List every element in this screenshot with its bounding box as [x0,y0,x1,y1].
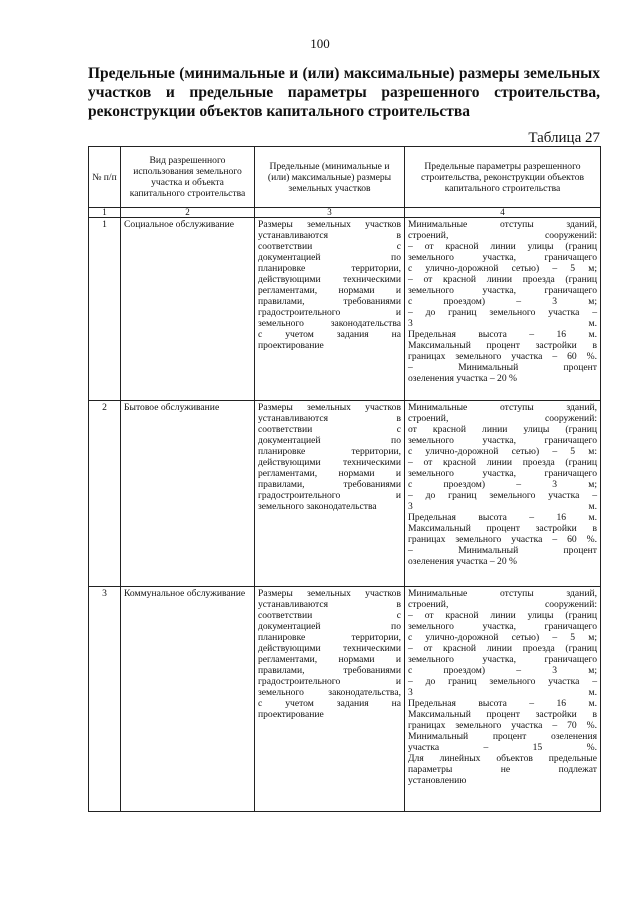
build-param-line: озеленения участка – 20 % [408,373,518,384]
build-param-line: с проездом) – 3 м; [408,296,597,307]
build-param-line: участка – 15 %. [408,742,597,753]
build-param-line: Предельная высота – 16 м. [408,512,597,523]
land-size-line: регламентами, нормами и [258,654,401,665]
use-type-cell: Коммунальное обслуживание [121,587,255,812]
build-param-line: – Минимальный процент [408,362,597,373]
build-param-line: Минимальные отступы зданий, [408,402,597,413]
land-size-line: правилами, требованиями [258,479,401,490]
build-param-line: – до границ земельного участка – [408,676,597,687]
build-param-line: земельного участка, граничащего [408,654,597,665]
land-size-line: соответствии с [258,424,401,435]
column-number: 2 [121,208,255,218]
build-param-line: – от красной линии проезда (границ [408,274,597,285]
build-param-line: озеленения участка – 20 % [408,556,518,567]
land-size-line: Размеры земельных участков [258,588,401,599]
header-build-params: Предельные параметры разрешенного строительства, реконструкции объектов капитального строительства [405,147,601,208]
build-param-line: 3 м. [408,501,597,512]
build-param-line: – от красной линии улицы (границ [408,610,597,621]
land-size-line: правилами, требованиями [258,296,401,307]
build-param-line: строений, сооружений: [408,230,597,241]
build-param-line: Предельная высота – 16 м. [408,329,597,340]
header-number: № п/п [89,147,121,208]
table-row [89,401,601,587]
row-number: 3 [89,587,121,812]
land-size-line: планировке территории, [258,446,401,457]
land-size-line: соответствии с [258,241,401,252]
table-caption: Таблица 27 [528,130,600,146]
column-number: 4 [405,208,601,218]
column-number: 3 [255,208,405,218]
build-params-cell [405,218,601,401]
build-param-line: с улично-дорожной сетью) – 5 м; [408,263,597,274]
land-size-line: регламентами, нормами и [258,468,401,479]
build-param-line: Минимальные отступы зданий, [408,219,597,230]
land-size-line: Размеры земельных участков [258,219,401,230]
land-size-line: действующими техническими [258,274,401,285]
row-number: 2 [89,401,121,587]
build-param-line: установлению [408,775,467,786]
build-param-line: с проездом) – 3 м; [408,665,597,676]
column-number: 1 [89,208,121,218]
land-size-line: земельного законодательства [258,501,377,512]
table-row [89,218,601,401]
build-param-line: земельного участка, граничащего [408,621,597,632]
build-param-line: 3 м. [408,318,597,329]
build-param-line: 3 м. [408,687,597,698]
build-param-line: Минимальный процент озеленения [408,731,597,742]
land-size-line: проектирование [258,709,324,720]
build-param-line: с улично-дорожной сетью) – 5 м; [408,632,597,643]
build-param-line: Максимальный процент застройки в [408,523,597,534]
build-param-line: – до границ земельного участка – [408,307,597,318]
land-size-line: планировке территории, [258,632,401,643]
build-param-line: Минимальные отступы зданий, [408,588,597,599]
header-use-type: Вид разрешенного использования земельного участка и объекта капитального строительства [121,147,255,208]
land-size-line: с учетом задания на [258,329,401,340]
land-size-line: земельного законодательства, [258,687,401,698]
build-param-line: строений, сооружений: [408,599,597,610]
build-param-line: – до границ земельного участка – [408,490,597,501]
land-size-line: действующими техническими [258,457,401,468]
land-size-cell [255,401,405,587]
build-param-line: границах земельного участка – 60 %. [408,351,597,362]
header-land-size: Предельные (минимальные и (или) максимальные) размеры земельных участков [255,147,405,208]
land-size-line: градостроительного и [258,676,401,687]
build-param-line: земельного участка, граничащего [408,468,597,479]
document-heading: Предельные (минимальные и (или) максимальные) размеры земельных участков и предельные параметры разрешенного строительства, реконструкции объектов капитального строительства [88,65,600,120]
land-parameters-table [88,146,601,812]
build-param-line: земельного участка, граничащего [408,252,597,263]
use-type-cell: Социальное обслуживание [121,218,255,401]
use-type-cell: Бытовое обслуживание [121,401,255,587]
build-param-line: параметры не подлежат [408,764,597,775]
land-size-line: устанавливаются в [258,230,401,241]
land-size-line: документацией по [258,435,401,446]
land-size-line: проектирование [258,340,324,351]
build-param-line: – от красной линии проезда (границ [408,457,597,468]
build-param-line: от красной линии улицы (границ [408,424,597,435]
land-size-line: Размеры земельных участков [258,402,401,413]
land-size-line: документацией по [258,252,401,263]
build-params-cell [405,401,601,587]
column-number-row [89,208,601,218]
build-param-line: Для линейных объектов предельные [408,753,597,764]
build-param-line: Максимальный процент застройки в [408,340,597,351]
build-param-line: земельного участка, граничащего [408,285,597,296]
land-size-line: документацией по [258,621,401,632]
build-param-line: – Минимальный процент [408,545,597,556]
table-body [89,218,601,812]
row-number: 1 [89,218,121,401]
build-param-line: – от красной линии проезда (границ [408,643,597,654]
land-size-cell [255,587,405,812]
build-params-cell [405,587,601,812]
page-number: 100 [310,36,330,51]
land-size-line: градостроительного и [258,490,401,501]
table-header-row [89,147,601,208]
land-size-line: градостроительного и [258,307,401,318]
land-size-line: правилами, требованиями [258,665,401,676]
build-param-line: строений, сооружений: [408,413,597,424]
build-param-line: – от красной линии улицы (границ [408,241,597,252]
build-param-line: с улично-дорожной сетью) – 5 м: [408,446,597,457]
build-param-line: Предельная высота – 16 м. [408,698,597,709]
table-row [89,587,601,812]
land-size-line: регламентами, нормами и [258,285,401,296]
build-param-line: с проездом) – 3 м; [408,479,597,490]
land-size-line: с учетом задания на [258,698,401,709]
land-size-line: земельного законодательства [258,318,401,329]
land-size-line: устанавливаются в [258,413,401,424]
land-size-line: планировке территории, [258,263,401,274]
land-size-line: соответствии с [258,610,401,621]
land-size-cell [255,218,405,401]
build-param-line: границах земельного участка – 60 %. [408,534,597,545]
build-param-line: Максимальный процент застройки в [408,709,597,720]
land-size-line: действующими техническими [258,643,401,654]
land-size-line: устанавливаются в [258,599,401,610]
build-param-line: границах земельного участка – 70 %. [408,720,597,731]
build-param-line: земельного участка, граничащего [408,435,597,446]
